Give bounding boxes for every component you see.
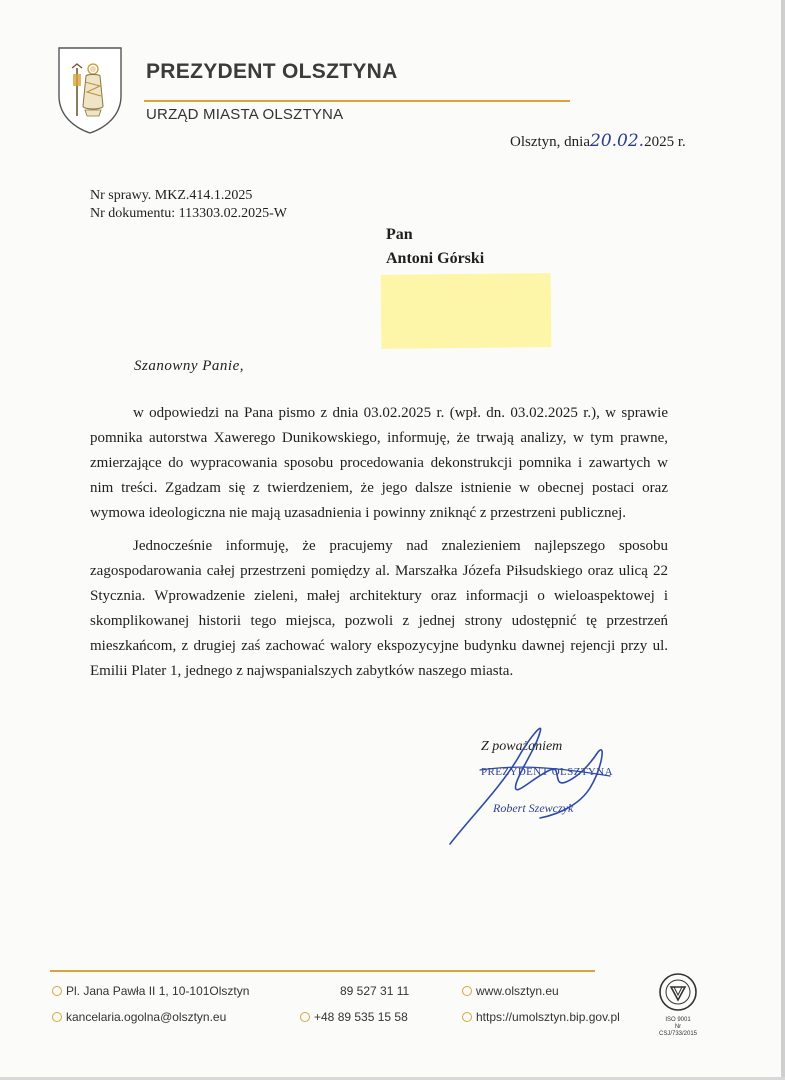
bip-icon [462,1012,472,1022]
email-icon [52,1012,62,1022]
footer-address [52,984,249,998]
footer-web-text[interactable]: www.olsztyn.eu [476,984,559,998]
footer-web[interactable] [462,984,559,998]
iso-certificate [655,972,701,1038]
body-paragraph: Jednocześnie informuję, że pracujemy nad znalezieniem najlepszego sposobu zagospodarowania całej przestrzeni pomiędzy al. Marszałka Józefa Piłsudskiego oraz ulicą 22 Stycznia. Wprowadzenie zieleni, małej architektury oraz informacji o wieloaspektowej i skomplikowanej historii tego miejsca, pozwoli z jednej strony udostępnić tę przestrzeń mieszkańcom, z drugiej zaś zachować walory ekspozycyjne budynku dawnej rejencji przy ul. Emilii Plater 1, jednego z najwspanialszych zabytków naszego miasta. [90,538,668,679]
iso-seal-icon [658,972,698,1012]
recipient-salutation: Pan [386,226,413,243]
salutation: Szanowny Panie, [134,358,244,374]
mobile-icon [300,1012,310,1022]
iso-label-1: ISO 9001 [665,1017,691,1023]
sign-title: PREZYDENT OLSZTYNA [481,766,613,778]
date-handwritten: 20.02. [590,131,645,151]
footer-email[interactable] [52,1010,226,1024]
footer-email-text[interactable]: kancelaria.ogolna@olsztyn.eu [66,1010,227,1024]
sign-name: Robert Szewczyk [493,801,574,815]
footer-phone2 [300,1010,408,1024]
letter-date [510,131,686,151]
letter-body [90,401,668,684]
coat-of-arms-icon [55,44,125,136]
header-divider [144,100,570,102]
recipient-name: Antoni Górski [386,250,485,267]
handwritten-signature [440,718,620,848]
location-icon [52,986,62,996]
footer-bip[interactable] [462,1010,620,1024]
footer-address-text: Pl. Jana Pawła II 1, 10-101Olsztyn [66,984,250,998]
case-number: Nr sprawy. MKZ.414.1.2025 [90,188,253,203]
footer-divider [50,970,595,972]
footer-phone2-text: +48 89 535 15 58 [314,1010,408,1024]
iso-label-2: Nr CSJ/733/2015 [658,1024,698,1037]
body-paragraph: w odpowiedzi na Pana pismo z dnia 03.02.2025 r. (wpł. dn. 03.02.2025 r.), w sprawie pomnika autorstwa Xawerego Dunikowskiego, informuję, że trwają analizy, w tym prawne, zmierzające do wypracowania sposobu procedowania dekonstrukcji pomnika i zawartych w nim treści. Zgadzam się z twierdzeniem, że jego dalsze istnienie w obecnej postaci oraz wymowa ideologiczna nie mają uzasadnienia i powinny zniknąć z przestrzeni publicznej. [90,405,668,521]
header-subtitle: URZĄD MIASTA OLSZTYNA [146,106,344,123]
footer-phone1-text: 89 527 31 11 [340,984,410,998]
document-number: Nr dokumentu: 113303.02.2025-W [90,206,288,221]
footer-bip-text[interactable]: https://umolsztyn.bip.gov.pl [476,1010,620,1024]
sign-greeting: Z poważaniem [481,739,563,754]
web-icon [462,986,472,996]
redacted-address [381,273,552,349]
footer-phone1 [340,984,409,998]
header-title: PREZYDENT OLSZTYNA [146,60,398,83]
date-suffix: 2025 r. [644,134,686,150]
page-edge-right [781,0,785,1080]
date-prefix: Olsztyn, dnia [510,134,590,150]
